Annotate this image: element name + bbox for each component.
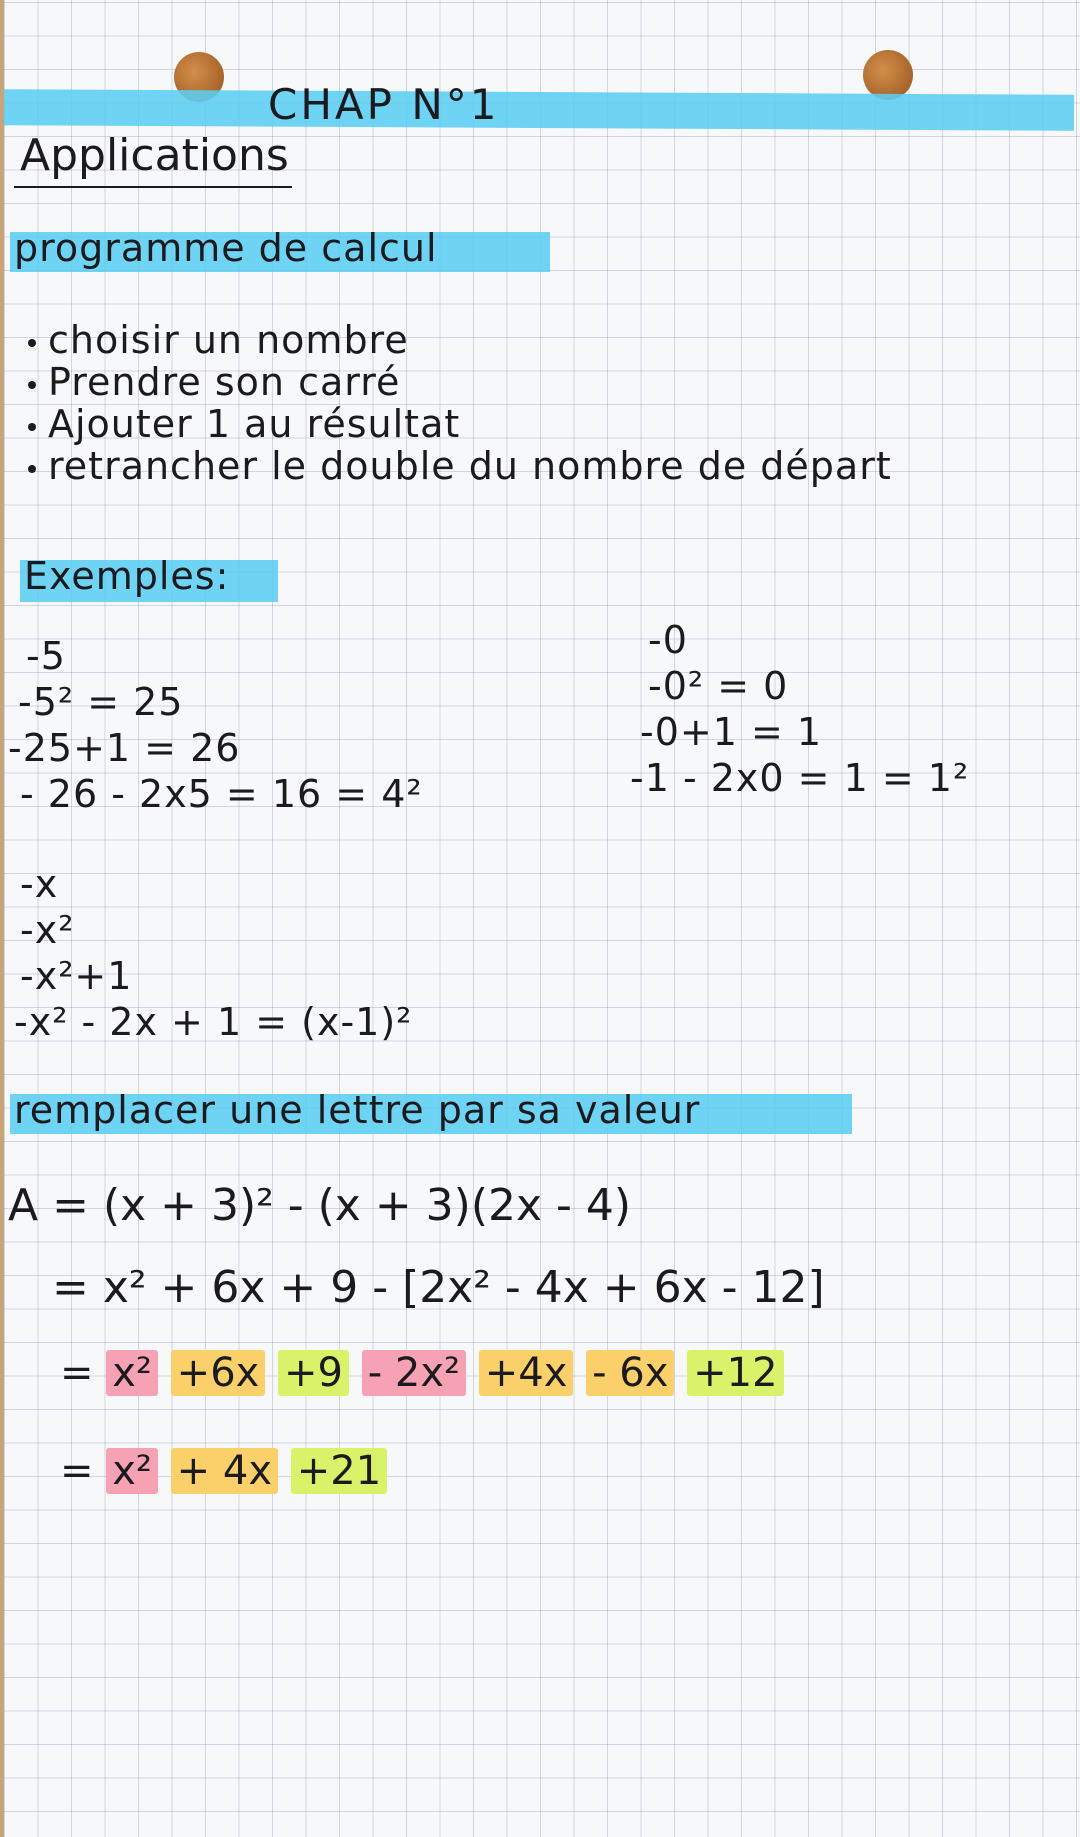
term-plus-21: +21 — [291, 1448, 387, 1494]
example-algebra-line-1: -x — [20, 862, 59, 906]
example-left-line-1: -5 — [26, 634, 66, 678]
step-4-text: retrancher le double du nombre de départ — [48, 444, 892, 488]
section1-label: programme de calcul — [14, 226, 438, 270]
expression-line-2: = x² + 6x + 9 - [2x² - 4x + 6x - 12] — [52, 1262, 825, 1313]
section2-label: remplacer une lettre par sa valeur — [14, 1088, 701, 1132]
step-2 — [28, 360, 400, 404]
term-plus-4x: + 4x — [171, 1448, 278, 1494]
equals-sign: = — [60, 1448, 94, 1494]
example-right-line-3: -0+1 = 1 — [640, 710, 823, 754]
term-plus-9: +9 — [278, 1350, 349, 1396]
term-minus-6x: - 6x — [586, 1350, 674, 1396]
binder-hole-right — [863, 50, 913, 100]
term-plus-4x: +4x — [479, 1350, 574, 1396]
bullet-icon — [28, 381, 36, 389]
term-x-squared: x² — [106, 1350, 158, 1396]
examples-label: Exemples: — [24, 554, 230, 598]
page-heading: Applications — [20, 130, 289, 181]
step-3-text: Ajouter 1 au résultat — [48, 402, 461, 446]
expression-line-4 — [60, 1448, 387, 1494]
expression-line-1: A = (x + 3)² - (x + 3)(2x - 4) — [8, 1180, 632, 1231]
bullet-icon — [28, 339, 36, 347]
step-4 — [28, 444, 892, 488]
example-left-line-4: - 26 - 2x5 = 16 = 4² — [20, 772, 423, 816]
step-1-text: choisir un nombre — [48, 318, 409, 362]
example-right-line-2: -0² = 0 — [648, 664, 789, 708]
step-1 — [28, 318, 409, 362]
example-right-line-4: -1 - 2x0 = 1 = 1² — [630, 756, 970, 800]
example-right-line-1: -0 — [648, 618, 688, 662]
example-left-line-2: -5² = 25 — [18, 680, 184, 724]
bullet-icon — [28, 465, 36, 473]
term-plus-12: +12 — [687, 1350, 783, 1396]
heading-underline — [14, 186, 292, 188]
example-algebra-line-3: -x²+1 — [20, 954, 133, 998]
example-left-line-3: -25+1 = 26 — [8, 726, 241, 770]
step-3 — [28, 402, 460, 446]
example-algebra-line-2: -x² — [20, 908, 75, 952]
bullet-icon — [28, 423, 36, 431]
page-margin-line — [0, 0, 4, 1837]
term-minus-2x-squared: - 2x² — [362, 1350, 466, 1396]
step-2-text: Prendre son carré — [48, 360, 401, 404]
term-x-squared: x² — [106, 1448, 158, 1494]
equals-sign: = — [60, 1350, 94, 1396]
chapter-title: CHAP N°1 — [268, 80, 500, 129]
expression-line-3 — [60, 1350, 784, 1396]
example-algebra-line-4: -x² - 2x + 1 = (x-1)² — [14, 1000, 413, 1044]
term-plus-6x: +6x — [171, 1350, 266, 1396]
title-highlight — [4, 89, 1074, 131]
